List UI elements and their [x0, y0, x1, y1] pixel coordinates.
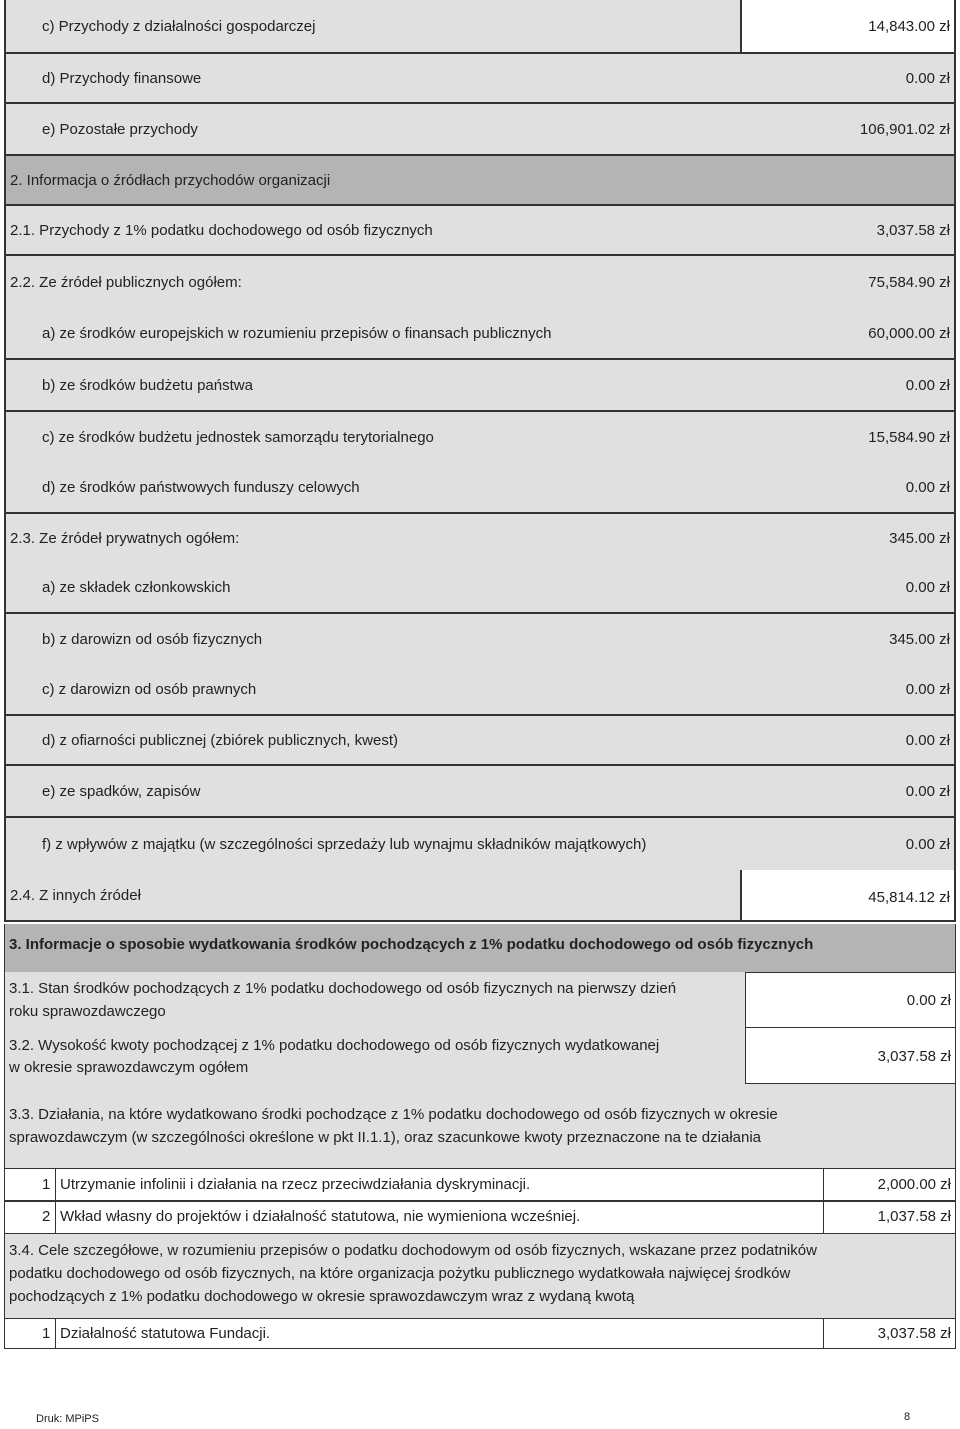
- source-value: 60,000.00 zł: [868, 324, 950, 342]
- section3-heading-row: [4, 924, 956, 972]
- source-label: c) z darowizn od osób prawnych: [42, 680, 257, 698]
- goals-table: [4, 1318, 956, 1349]
- source-label: d) ze środków państwowych funduszy celowych: [42, 478, 360, 496]
- source-value: 0.00 zł: [905, 782, 950, 800]
- print-label: Druk: MPiPS: [36, 1413, 99, 1425]
- source-value: 3,037.58 zł: [876, 221, 950, 239]
- item32-line2: w okresie sprawozdawczym ogółem: [9, 1059, 249, 1076]
- item34-block: [4, 1234, 956, 1318]
- source-value: 0.00 zł: [905, 376, 950, 394]
- source-row: [6, 514, 954, 562]
- income-label: e) Pozostałe przychody: [42, 120, 198, 138]
- income-value: 14,843.00 zł: [868, 17, 950, 35]
- goal-value: 3,037.58 zł: [877, 1325, 951, 1342]
- source-row: [6, 206, 954, 254]
- income-label: c) Przychody z działalności gospodarczej: [42, 17, 316, 35]
- income-row: [6, 54, 954, 102]
- source-row: [6, 462, 954, 512]
- goal-label: Działalność statutowa Fundacji.: [60, 1325, 271, 1342]
- source-row: [6, 614, 954, 664]
- income-value: 0.00 zł: [905, 69, 950, 87]
- source-row: [6, 766, 954, 816]
- source-row: [6, 360, 954, 410]
- item34-line1: 3.4. Cele szczegółowe, w rozumieniu przepisów o podatku dochodowym od osób fizycznych, wskazane przez podatników: [9, 1242, 817, 1259]
- activities-table: [4, 1168, 956, 1234]
- goal-number: 1: [42, 1325, 51, 1342]
- source-label: 2.3. Ze źródeł prywatnych ogółem:: [10, 529, 240, 547]
- source-label: c) ze środków budżetu jednostek samorządu terytorialnego: [42, 428, 434, 446]
- section3-items-block: [4, 972, 956, 1084]
- item32-value: 3,037.58 zł: [877, 1048, 951, 1065]
- source-label: b) ze środków budżetu państwa: [42, 376, 253, 394]
- page-number: 8: [904, 1411, 911, 1423]
- source-value: 0.00 zł: [905, 835, 950, 853]
- source-row: [6, 716, 954, 764]
- activity-number: 2: [42, 1208, 51, 1225]
- source-value: 0.00 zł: [905, 478, 950, 496]
- activity-number: 1: [42, 1176, 51, 1193]
- income-row: [6, 0, 954, 52]
- source-row: [6, 412, 954, 462]
- source-value: 45,814.12 zł: [868, 888, 950, 906]
- section2-heading: 2. Informacja o źródłach przychodów organizacji: [10, 171, 331, 189]
- section3-heading: 3. Informacje o sposobie wydatkowania środków pochodzących z 1% podatku dochodowego od osób fizycznych: [9, 936, 814, 953]
- source-row: [6, 870, 954, 920]
- source-row: [6, 562, 954, 612]
- goal-row: [5, 1319, 955, 1348]
- source-row: [6, 664, 954, 714]
- income-row: [6, 104, 954, 154]
- item33-line2: sprawozdawczym (w szczególności określone w pkt II.1.1), oraz szacunkowe kwoty przeznaczone na te działania: [9, 1129, 762, 1146]
- item31-line2: roku sprawozdawczego: [9, 1003, 166, 1020]
- source-row: [6, 818, 954, 870]
- source-value: 0.00 zł: [905, 731, 950, 749]
- activity-row: [5, 1169, 955, 1200]
- source-label: b) z darowizn od osób fizycznych: [42, 630, 263, 648]
- source-value: 345.00 zł: [889, 630, 950, 648]
- source-value: 0.00 zł: [905, 680, 950, 698]
- item31-line1: 3.1. Stan środków pochodzących z 1% podatku dochodowego od osób fizycznych na pierwszy dzień: [9, 980, 677, 997]
- source-label: 2.2. Ze źródeł publicznych ogółem:: [10, 273, 242, 291]
- source-label: a) ze środków europejskich w rozumieniu przepisów o finansach publicznych: [42, 324, 552, 342]
- source-label: e) ze spadków, zapisów: [42, 782, 201, 800]
- activity-label: Wkład własny do projektów i działalność statutowa, nie wymieniona wcześniej.: [60, 1208, 581, 1225]
- activity-value: 2,000.00 zł: [877, 1176, 951, 1193]
- item32-line1: 3.2. Wysokość kwoty pochodzącej z 1% podatku dochodowego od osób fizycznych wydatkowanej: [9, 1037, 660, 1054]
- item34-line2: podatku dochodowego od osób fizycznych, na które organizacja pożytku publicznego wydatkowała najwięcej środków: [9, 1265, 791, 1282]
- source-label: d) z ofiarności publicznej (zbiórek publicznych, kwest): [42, 731, 398, 749]
- income-value: 106,901.02 zł: [859, 120, 950, 138]
- source-label: 2.4. Z innych źródeł: [10, 886, 141, 904]
- source-row: [6, 308, 954, 358]
- section2-heading-row: [6, 156, 954, 204]
- income-table: [4, 0, 956, 922]
- activity-label: Utrzymanie infolinii i działania na rzecz przeciwdziałania dyskryminacji.: [60, 1176, 531, 1193]
- source-label: 2.1. Przychody z 1% podatku dochodowego od osób fizycznych: [10, 221, 433, 239]
- source-value: 75,584.90 zł: [868, 273, 950, 291]
- source-label: f) z wpływów z majątku (w szczególności sprzedaży lub wynajmu składników majątkowych): [42, 835, 647, 853]
- source-value: 345.00 zł: [889, 529, 950, 547]
- activity-value: 1,037.58 zł: [877, 1208, 951, 1225]
- item33-line1: 3.3. Działania, na które wydatkowano środki pochodzące z 1% podatku dochodowego od osób fizycznych w okresie: [9, 1106, 778, 1123]
- source-label: a) ze składek członkowskich: [42, 578, 231, 596]
- item34-line3: pochodzących z 1% podatku dochodowego w okresie sprawozdawczym wraz z wydaną kwotą: [9, 1288, 635, 1305]
- source-value: 0.00 zł: [905, 578, 950, 596]
- source-value: 15,584.90 zł: [868, 428, 950, 446]
- income-label: d) Przychody finansowe: [42, 69, 202, 87]
- item31-value: 0.00 zł: [906, 992, 951, 1009]
- source-row: [6, 256, 954, 308]
- activity-row: [5, 1202, 955, 1233]
- item33-block: [4, 1084, 956, 1168]
